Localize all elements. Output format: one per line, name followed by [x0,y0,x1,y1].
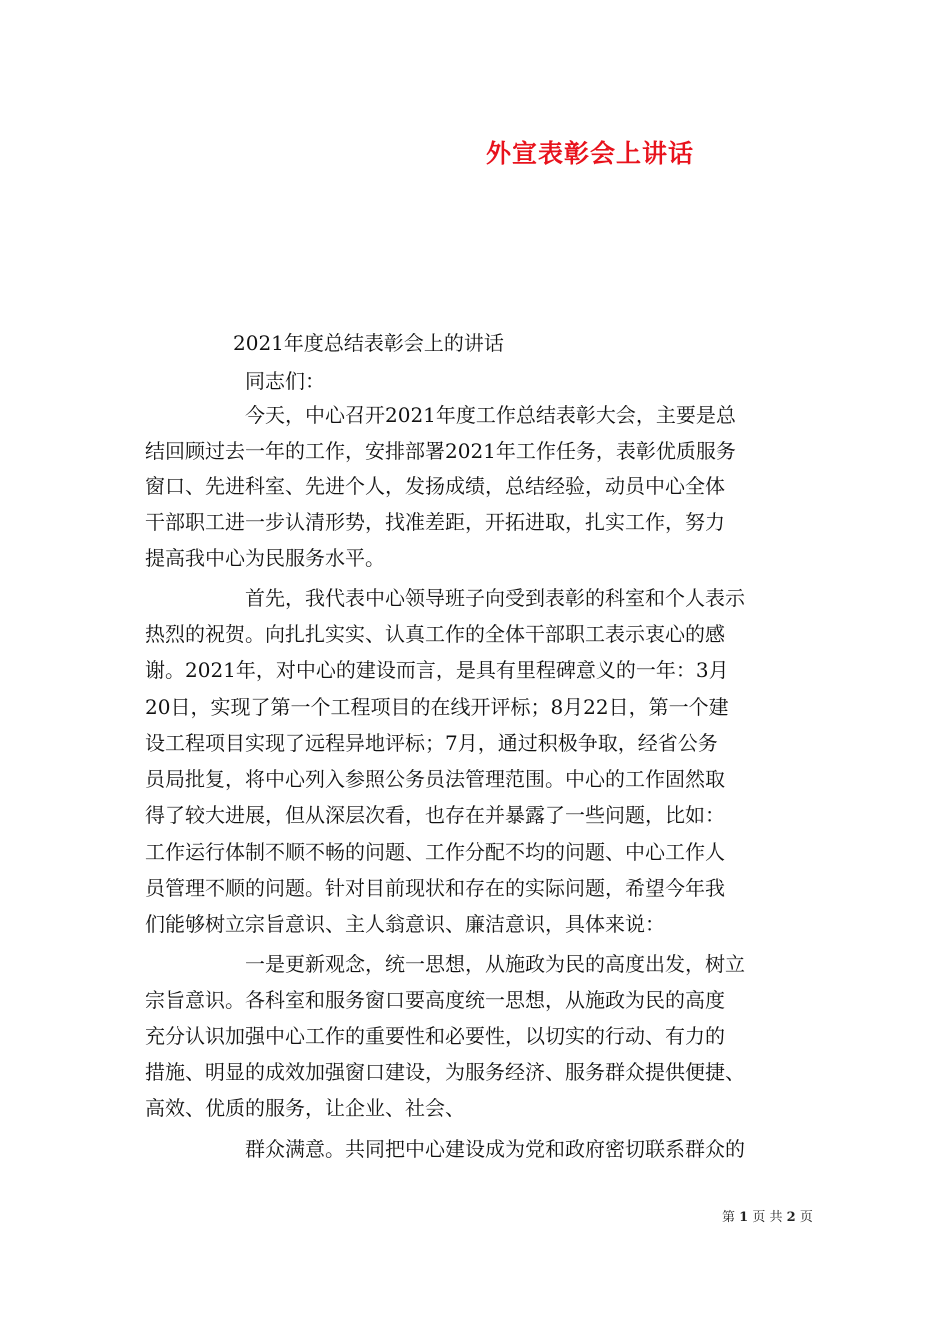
body-line: 措施、明显的成效加强窗口建设，为服务经济、服务群众提供便捷、 [145,1060,745,1084]
body-line: 工作运行体制不顺不畅的问题、工作分配不均的问题、中心工作人 [145,840,725,864]
body-line: 热烈的祝贺。向扎扎实实、认真工作的全体干部职工表示衷心的感 [145,622,725,646]
body-line: 得了较大进展，但从深层次看，也存在并暴露了一些问题，比如： [145,803,725,827]
body-line: 首先，我代表中心领导班子向受到表彰的科室和个人表示 [245,586,745,610]
body-line: 高效、优质的服务，让企业、社会、 [145,1096,465,1120]
body-line: 员局批复，将中心列入参照公务员法管理范围。中心的工作固然取 [145,767,725,791]
speech-subtitle: 2021年度总结表彰会上的讲话 [233,331,504,355]
body-line: 一是更新观念，统一思想，从施政为民的高度出发，树立 [245,952,745,976]
body-line: 充分认识加强中心工作的重要性和必要性，以切实的行动、有力的 [145,1024,725,1048]
footer-prefix: 第 [722,1210,736,1225]
body-line: 今天，中心召开2021年度工作总结表彰大会，主要是总 [245,403,736,427]
body-line: 提高我中心为民服务水平。 [145,546,385,570]
body-line: 谢。2021年，对中心的建设而言，是具有里程碑意义的一年：3月 [145,658,729,682]
greeting: 同志们： [245,369,325,393]
body-line: 干部职工进一步认清形势，找准差距，开拓进取，扎实工作，努力 [145,510,725,534]
body-line: 20日，实现了第一个工程项目的在线开评标；8月22日，第一个建 [145,695,729,719]
footer-middle: 页 共 [752,1210,783,1225]
body-line: 员管理不顺的问题。针对目前现状和存在的实际问题，希望今年我 [145,876,725,900]
total-pages-number: 2 [786,1210,796,1225]
body-line: 结回顾过去一年的工作，安排部署2021年工作任务，表彰优质服务 [145,439,736,463]
body-line: 宗旨意识。各科室和服务窗口要高度统一思想，从施政为民的高度 [145,988,725,1012]
body-line: 群众满意。共同把中心建设成为党和政府密切联系群众的 [245,1137,745,1161]
footer-suffix: 页 [799,1210,813,1225]
body-line: 窗口、先进科室、先进个人，发扬成绩，总结经验，动员中心全体 [145,474,725,498]
body-line: 设工程项目实现了远程异地评标；7月，通过积极争取，经省公务 [145,731,718,755]
document-title: 外宣表彰会上讲话 [486,139,695,168]
body-line: 们能够树立宗旨意识、主人翁意识、廉洁意识，具体来说： [145,912,665,936]
current-page-number: 1 [739,1210,749,1225]
page-footer [722,1206,813,1225]
